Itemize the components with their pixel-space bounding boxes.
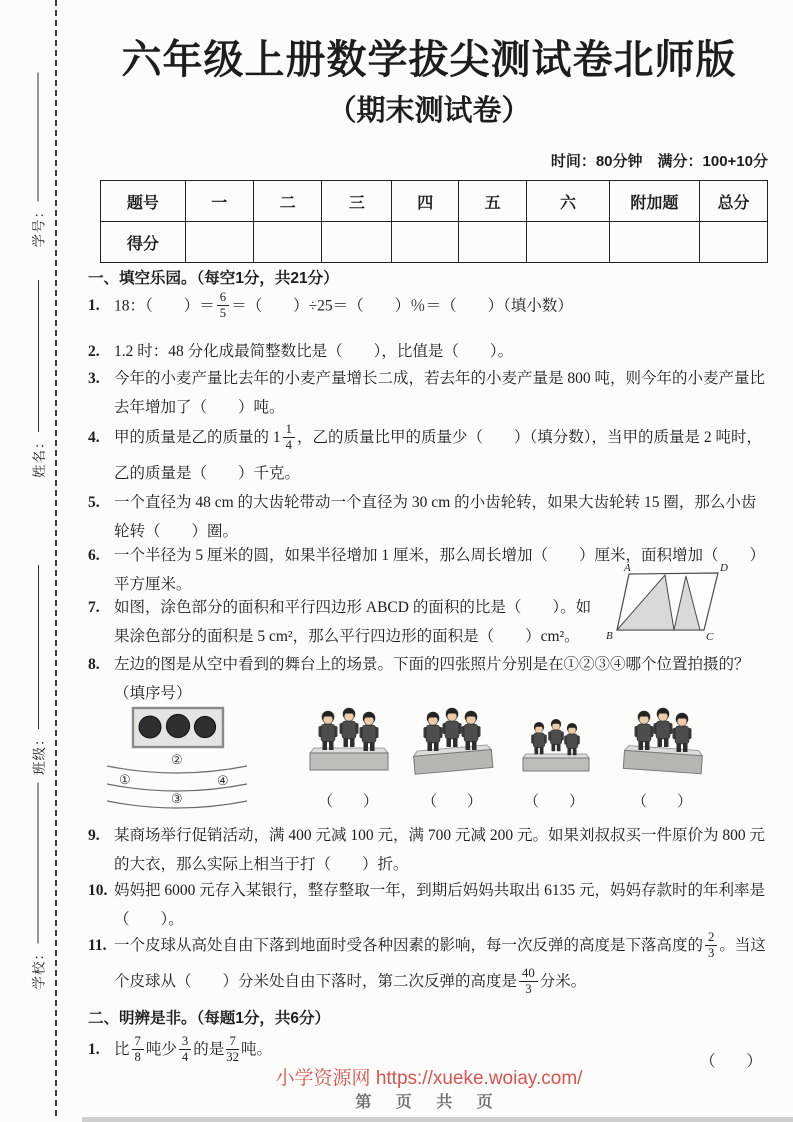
photo-answer-blank: （ ）	[523, 794, 584, 810]
fraction-3-4: $\frac{3}{4}$	[179, 1035, 191, 1065]
score-cell	[459, 222, 527, 263]
student-name-label: 姓名：	[32, 434, 47, 478]
vertex-label-c: C	[706, 631, 714, 643]
question-number: 4.	[88, 429, 100, 446]
question-text: 左边的图是从空中看到的舞台上的场景。下面的四张照片分别是在①②③④哪个位置拍摄的？（填序号）	[114, 656, 750, 702]
question-text: 吨少	[145, 1041, 177, 1058]
binding-dashed-line	[55, 0, 57, 1116]
score-cell	[527, 222, 610, 263]
question-text: 妈妈把 6000 元存入某银行，整存整取一年，到期后妈妈共取出 6135 元，妈妈存款时的年利率是（ ）。	[114, 882, 766, 928]
question-text: 一个直径为 48 cm 的大齿轮带动一个直径为 30 cm 的小齿轮转，如果大齿轮转 15 圈，那么小齿轮转（ ）圈。	[114, 494, 757, 540]
score-table-header-row	[101, 181, 768, 222]
stage-photo-3	[508, 704, 600, 786]
vertex-label-b: B	[606, 630, 613, 642]
question-number: 1.	[88, 1041, 100, 1058]
photo-answer-blank: （ ）	[317, 794, 378, 810]
section1-heading: 一、填空乐园。（每空1分，共21分）	[88, 270, 339, 287]
position-2-marker: ②	[171, 752, 183, 767]
question-number: 8.	[88, 656, 100, 673]
vertex-label-d: D	[720, 562, 728, 574]
stage-photo-1	[302, 704, 394, 786]
scan-bottom-edge	[82, 1117, 793, 1122]
student-id-field	[27, 73, 49, 248]
score-cell	[185, 222, 253, 263]
school-label: 学校：	[31, 946, 47, 990]
parallelogram-figure	[596, 560, 732, 651]
fraction-40-3: $\frac{40}{3}$	[519, 967, 538, 997]
question-number: 5.	[88, 494, 100, 511]
question-4	[88, 420, 770, 492]
question-text: 一个半径为 5 厘米的圆，如果半径增加 1 厘米，那么周长增加（ ）厘米，面积增加（ ）平方厘米。	[114, 547, 766, 593]
col-header-6: 六	[527, 181, 610, 222]
question-11	[88, 928, 770, 1000]
school-field	[27, 783, 49, 990]
score-table	[100, 180, 768, 263]
position-4-marker: ④	[217, 773, 229, 788]
question-number: 10.	[88, 882, 108, 899]
position-1-marker: ①	[119, 772, 131, 787]
score-cell	[253, 222, 322, 263]
page-subtitle: （期末测试卷）	[327, 95, 531, 127]
score-table-score-row	[101, 222, 768, 263]
parallelogram-abcd-diagram	[596, 560, 732, 646]
score-cell	[322, 222, 392, 263]
score-cell	[392, 222, 459, 263]
school-blank-line	[37, 783, 38, 945]
question-text: 18：（ ）＝	[114, 297, 215, 315]
col-header-2: 二	[253, 181, 322, 222]
true-false-answer-blank: （ ）	[699, 1053, 762, 1070]
question-text: 吨。	[240, 1041, 272, 1058]
stage-top-view-diagram	[105, 700, 250, 816]
col-header-total: 总分	[699, 181, 767, 222]
page-number-label: 第 页 共 页	[355, 1094, 503, 1111]
question-text: 分米。	[539, 973, 587, 990]
question-text: 的是	[193, 1041, 225, 1058]
question-text: 一个皮球从高处自由下落到地面时受各种因素的影响，每一次反弹的高度是下落高度的	[114, 937, 704, 954]
question-2	[88, 337, 770, 366]
row-header-defen: 得分	[101, 222, 186, 263]
source-site-link[interactable]: 小学资源网 https://xueke.woiay.com/	[275, 1068, 583, 1089]
photo-answer-blank: （ ）	[631, 794, 692, 810]
question-7	[88, 593, 593, 651]
question-text: 比	[114, 1041, 130, 1058]
fraction-7-32: $\frac{7}{32}$	[226, 1033, 239, 1064]
class-label: 班级：	[32, 731, 47, 775]
position-3-marker: ③	[171, 791, 183, 806]
fraction-1-4: $\frac{1}{4}$	[283, 423, 295, 453]
question-5	[88, 488, 770, 546]
class-field	[27, 565, 49, 775]
col-header-tihao: 题号	[101, 181, 186, 222]
question-number: 7.	[88, 599, 100, 616]
question-number: 6.	[88, 547, 100, 564]
question-text: ＝（ ）÷25＝（ ）％＝（ ）（填小数）	[231, 297, 573, 315]
question-text: 某商场举行促销活动，满 400 元减 100 元，满 700 元减 200 元。如果刘叔叔买一件原价为 800 元的大衣，那么实际上相当于打（ ）折。	[114, 827, 766, 873]
question-text: 如图，涂色部分的面积和平行四边形 ABCD 的面积的比是（ ）。如果涂色部分的面积是 5 cm²，那么平行四边形的面积是（ ）cm²。	[114, 599, 592, 645]
student-id-label: 学号：	[31, 204, 47, 248]
student-name-blank-line	[38, 280, 39, 433]
score-cell	[699, 222, 767, 263]
col-header-bonus: 附加题	[609, 181, 699, 222]
stage-photo-2	[406, 704, 498, 786]
vertex-label-a: A	[624, 562, 631, 574]
section2-heading: 二、明辨是非。（每题1分，共6分）	[88, 1010, 330, 1027]
question-number: 1.	[88, 297, 100, 314]
class-blank-line	[38, 565, 39, 730]
fraction-2-3: $\frac{2}{3}$	[705, 931, 717, 961]
question-text: 今年的小麦产量比去年的小麦产量增长二成，若去年的小麦产量是 800 吨，则今年的小麦产量比去年增加了（ ）吨。	[114, 370, 766, 416]
question-number: 2.	[88, 343, 100, 360]
question-3	[88, 364, 770, 422]
question-text: 。当这个皮球从（ ）分米处自由下落时，第二次反弹的高度是	[114, 937, 766, 990]
time-score-info: 时间：80分钟 满分：100+10分	[550, 153, 768, 170]
page-title: 六年级上册数学拔尖测试卷北师版	[121, 38, 737, 82]
question-10	[88, 876, 770, 934]
question-text: ，乙的质量比甲的质量少（ ）（填分数），当甲的质量是 2 吨时，乙的质量是（ ）千克。	[114, 429, 763, 482]
question-number: 9.	[88, 827, 100, 844]
student-name-field	[27, 280, 49, 478]
photo-answer-blank: （ ）	[421, 794, 482, 810]
fraction-6-5: $\frac{6}{5}$	[217, 291, 229, 321]
question-9	[88, 821, 770, 879]
score-cell	[609, 222, 699, 263]
question-number: 11.	[88, 937, 107, 954]
fraction-7-8: $\frac{7}{8}$	[132, 1035, 144, 1065]
question-text: 甲的质量是乙的质量的 1	[114, 429, 281, 446]
stage-figures	[100, 698, 760, 818]
col-header-1: 一	[185, 181, 253, 222]
col-header-4: 四	[392, 181, 459, 222]
stage-photo-4	[616, 704, 708, 786]
col-header-5: 五	[459, 181, 527, 222]
question-text: 1.2 时：48 分化成最简整数比是（ ），比值是（ ）。	[114, 343, 514, 360]
col-header-3: 三	[322, 181, 392, 222]
question-1	[88, 291, 770, 321]
student-id-blank-line	[37, 73, 38, 203]
question-number: 3.	[88, 370, 100, 387]
